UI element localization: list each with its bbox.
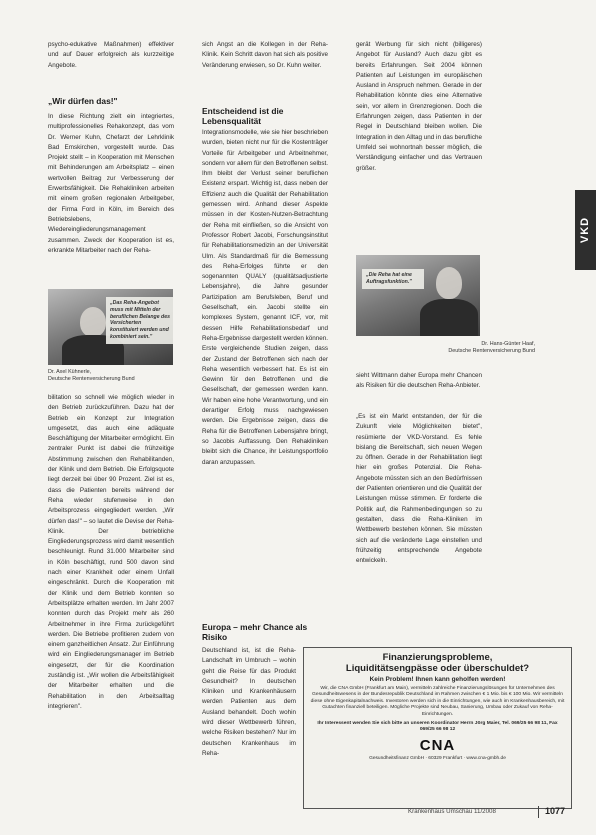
heading-europa: Europa – mehr Chance als Risiko [202, 622, 308, 642]
column-3-p2 [356, 371, 482, 401]
cna-advertisement [303, 647, 572, 809]
column-2-p2 [202, 646, 296, 810]
journal-footer: Krankenhaus Umschau 11/2008 [408, 808, 496, 815]
heading-lebensqualitaet: Entscheidend ist die Lebensqualität [202, 106, 284, 126]
photo-quote: „Die Reha hat eine Auftragsfunktion." [362, 269, 424, 289]
paragraph: In diese Richtung zielt ein integriertes, multiprofessionelles Rehakonzept, das vom Dr. Werner Kuhn, Chefarzt der Lehrklinik Bad Emskirchen, vorgestellt wurde. Das Projekt stellt – in Kooperation mit Menschen mit Behinderungen am Arbeitsplatz – einen wertvollen Beitrag zur Verbesserung der Erwerbsfähigkeit. Die Rehakliniken arbeiten mit einem großen regionalen Arbeitgeber, der Firma Ford in Köln, im Bereich des Betriebslebens, Wiedereingliederungsmanagement zusammen. Zweck der Kooperation ist es, erkrankte Mitarbeiter nach der Reha- [48, 113, 174, 254]
paragraph: Integrationsmodelle, wie sie hier beschrieben wurden, bieten nicht nur für die Kostenträger Vorteile für Arbeitgeber und Arbeitnehmer, sondern vor allem für den Betroffenen selbst. Ihm bleibt der Verlust seiner beruflichen Existenz erspart. Wichtig ist, dass neben der Effizienz auch die Qualität der Rehabilitation gemessen wird. Anhand dieser Aspekte müssen in der Kosten-Nutzen-Betrachtung der Reha mit einfließen, so die Ansicht von Professor Robert Jacobi, Forschungsinstitut für Rehabilitationsmedizin an der Universität Ulm. Als Standardmaß für die Bemessung des Reha-Erfolges führte er den sogenannten QUALY (qualitätsadjustierte Lebensjahre), die Jahre gesunder Partizipation am Berufsleben, Beruf und Gesellschaft, ein. Jacobi stellte ein komplexes System, genannt ICF, vor, mit dessen Hilfe Rehabilitationsbedarf und Reha-Ergebnisse dargestellt werden können. Erste vergleichende Studien zeigen, dass der Zustand der Betroffenen sich nach der Reha wesentlich verbessert hat. Es ist ein Gewinn für den Betroffenen und die Gesellschaft, der gemessen werden kann. Wir haben eine hohe Verantwortung, und ein derartiger Erfolg muss nachgewiesen werden. Die Ergebnisse zeigen, dass die Reha für die Betroffenen Lebensjahre bringt, so Jacobis Auffassung. Den Rehakliniken bleibt sich die Chance, ihr Leistungsportfolio daran anzupassen. [202, 129, 328, 466]
person-body [420, 299, 478, 336]
credit-role: Deutsche Rentenversicherung Bund [448, 348, 535, 354]
footer-divider [538, 806, 539, 818]
paragraph: psycho-edukative Maßnahmen) effektiver und auf Dauer erfolgreich als kurzzeitige Angebote. [48, 41, 174, 69]
cna-logo: CNA [419, 736, 456, 754]
credit-name: Dr. Hans-Günter Haaf, [481, 341, 535, 347]
section-tab: VKD [575, 190, 596, 270]
photo-credit [48, 369, 174, 383]
person-head [436, 267, 462, 299]
paragraph: gerät Werbung für sich nicht (billigeres) Angebot für Ausland? Auch dazu gibt es bereits Erfahrungen. Seit 2004 können Patienten auf Leistungen im europäischen Ausland in Anspruch nehmen. Gerade in der Rehabilitation könnte dies eine Alternative sein, vor allem in Grenzregionen. Doch die Erfahrungen zeigen, dass Patienten in der Regel in Deutschland bleiben wollen. Die Integration in den Alltag und in das berufliche Umfeld sei wohnortnah besser möglich, die Verständigung einfacher und das Vertrauen größer. [356, 41, 482, 172]
column-3-p3 [356, 412, 482, 598]
column-1-intro [48, 40, 174, 72]
paragraph: „Es ist ein Markt entstanden, der für die Zukunft viele Möglichkeiten bietet", resümierte der VKD-Vorstand. Es fehle bislang die Bereitschaft, sich neuen Wegen zu öffnen. Gerade in der Rehabilitation liegt hier ein großes Potenzial. Die Reha-Angebote müssten sich an den Bedürfnissen der Patienten orientieren und die Qualität der Leistungen müsse stimmen. Er forderte die Politik auf, die Rahmenbedingungen so zu gestalten, dass die Reha-Kliniken im Wettbewerb bestehen können. Sie müssten sich auf die veränderte Lage einstellen und frühzeitig entsprechende Angebote entwickeln. [356, 413, 482, 565]
ad-headline-2: Liquiditätsengpässe oder überschuldet? [345, 663, 530, 674]
column-1-p2 [48, 393, 174, 807]
column-1-p1 [48, 112, 174, 280]
photo-credit [400, 341, 535, 355]
portrait-photo-haaf [356, 255, 480, 336]
ad-body: Wir, die CNA GmbH (Frankfurt am Main), vermitteln zahlreiche Finanzierungslösungen für Unternehmen des Gesundheitswesens in der Bundesrepublik Deutschland im Rahmen zwischen € 1 Mio. bis € 100 Mio. Wir vermitteln diese ohne Eigenkapitalnachweis. Investoren werden sich in die Einrichtungen, wie auch im Krankenhausbereich, mit Gutachten finanziell beteiligen. Mögliche Projekte sind Neubau, Sanierung, Umbau oder Zukauf von Reha-Einrichtungen. [310, 686, 565, 717]
person-head [80, 307, 106, 337]
ad-headline: Finanzierungsprobleme, [382, 652, 493, 663]
paragraph: Deutschland ist, ist die Reha-Landschaft im Umbruch – wohin geht die Reise für das Produkt Gesundheit? In deutschen Kliniken und Krankenhäusern werden Patienten aus dem Ausland behandelt. Doch wohin wird dieser Wettbewerb führen, welche Risiken bestehen? Nur im deutschen Krankenhaus im Reha- [202, 647, 296, 757]
portrait-photo-kuehnerle [48, 289, 173, 365]
photo-quote: „Das Reha-Angebot muss mit Mitteln der beruflichen Belange des Versicherten konstituiert werden und kombiniert sein." [106, 297, 173, 344]
paragraph: bilitation so schnell wie möglich wieder in den Betrieb zurückzuführen. Dazu hat der Betrieb ein Konzept zur Integration umgesetzt, das auch eine adäquate Beschäftigung der Mitarbeiter ermöglicht. Ein zentraler Punkt ist dabei die frühzeitige Abstimmung zwischen den Rehabilitanden, der Klinik und dem Betrieb. Die Erfolgsquote liegt derzeit bei über 90 Prozent. Ziel ist es, dass die Patienten bereits während der Reha wieder stufenweise in den Arbeitsprozess eingegliedert werden. „Wir dürfen das!" – so lautet die Devise der Reha-Klinik. Der betriebliche Eingliederungsprozess wird damit wesentlich beschleunigt. Rund 31.000 Mitarbeiter sind in Köln beschäftigt, rund 500 davon sind nach einer Krankheit oder einem Unfall eingeschränkt. Durch die Kooperation mit der Klinik und dem Betrieb konnten so Arbeitsplätze erhalten werden. Im Jahr 2007 konnten durch das Projekt mehr als 260 Arbeitnehmer in ihre Firma zurückgeführt werden. Die Betriebe profitieren zudem von einem ganzheitlichen Ansatz. Zur Einführung wird ein Eingliederungsmanager im Betrieb eingesetzt, der für die Koordination zuständig ist. „Wir wollen die Arbeitsfähigkeit der Mitarbeiter erhalten und die Rehabilitation in den Arbeitsalltag integrieren". [48, 394, 174, 710]
paragraph: sich Angst an die Kollegen in der Reha-Klinik. Kein Schritt davon hat sich als positive Veränderung erwiesen, so Dr. Kuhn weiter. [202, 41, 328, 69]
column-2-p1 [202, 128, 328, 588]
credit-name: Dr. Axel Kühnerle, [48, 369, 92, 375]
column-3-p1 [356, 40, 482, 248]
column-2-p0 [202, 40, 328, 82]
heading-wir-duerfen-das: „Wir dürfen das!" [48, 96, 118, 106]
ad-subhead: Kein Problem! Ihnen kann geholfen werden! [369, 676, 506, 683]
ad-contact: Ihr Interessent wenden Sie sich bitte an unseren Koordinator Herrn Jörg Maier, Tel. 069/25 66 98 11, Fax 069/25 66 98 12 [317, 721, 558, 733]
credit-role: Deutsche Rentenversicherung Bund [48, 376, 135, 382]
page-number: 1077 [545, 806, 566, 816]
paragraph: sieht Wittmann daher Europa mehr Chancen als Risiken für die deutschen Reha-Anbieter. [356, 372, 482, 390]
ad-footer: Gesundheitsfinanz GmbH · 60329 Frankfurt · www.cna-gmbh.de [369, 755, 506, 761]
